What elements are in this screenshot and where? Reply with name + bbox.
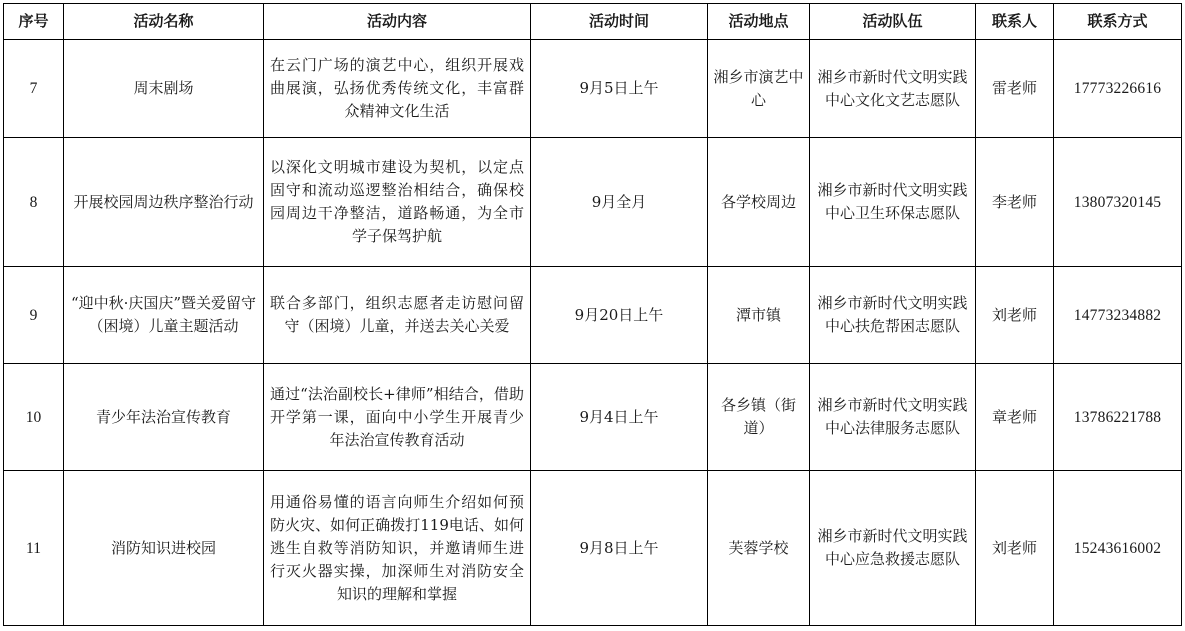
header-contact: 联系人 xyxy=(976,4,1054,40)
cell-content: 用通俗易懂的语言向师生介绍如何预防火灾、如何正确拨打119电话、如何逃生自救等消防知识，并邀请师生进行灭火器实操，加深师生对消防安全知识的理解和掌握 xyxy=(264,471,531,626)
header-index: 序号 xyxy=(4,4,64,40)
cell-location: 各学校周边 xyxy=(708,138,810,267)
header-row xyxy=(4,4,1182,40)
table-row xyxy=(4,40,1182,138)
cell-content: 联合多部门，组织志愿者走访慰问留守（困境）儿童，并送去关心关爱 xyxy=(264,267,531,364)
cell-location: 芙蓉学校 xyxy=(708,471,810,626)
header-content: 活动内容 xyxy=(264,4,531,40)
cell-contact: 雷老师 xyxy=(976,40,1054,138)
table-row xyxy=(4,471,1182,626)
cell-index: 8 xyxy=(4,138,64,267)
cell-index: 7 xyxy=(4,40,64,138)
cell-phone: 15243616002 xyxy=(1054,471,1182,626)
cell-index: 10 xyxy=(4,364,64,471)
activity-table xyxy=(3,3,1182,626)
table-row xyxy=(4,267,1182,364)
cell-location: 各乡镇（街道） xyxy=(708,364,810,471)
cell-contact: 李老师 xyxy=(976,138,1054,267)
cell-time: 9月4日上午 xyxy=(531,364,708,471)
table-row xyxy=(4,364,1182,471)
cell-time: 9月全月 xyxy=(531,138,708,267)
cell-phone: 13807320145 xyxy=(1054,138,1182,267)
cell-team: 湘乡市新时代文明实践中心文化文艺志愿队 xyxy=(810,40,976,138)
cell-contact: 刘老师 xyxy=(976,267,1054,364)
cell-location: 潭市镇 xyxy=(708,267,810,364)
header-phone: 联系方式 xyxy=(1054,4,1182,40)
cell-team: 湘乡市新时代文明实践中心扶危帮困志愿队 xyxy=(810,267,976,364)
header-name: 活动名称 xyxy=(64,4,264,40)
cell-team: 湘乡市新时代文明实践中心应急救援志愿队 xyxy=(810,471,976,626)
cell-team: 湘乡市新时代文明实践中心法律服务志愿队 xyxy=(810,364,976,471)
cell-name: 开展校园周边秩序整治行动 xyxy=(64,138,264,267)
cell-time: 9月20日上午 xyxy=(531,267,708,364)
cell-content: 在云门广场的演艺中心，组织开展戏曲展演，弘扬优秀传统文化，丰富群众精神文化生活 xyxy=(264,40,531,138)
table-row xyxy=(4,138,1182,267)
cell-contact: 章老师 xyxy=(976,364,1054,471)
cell-name: 消防知识进校园 xyxy=(64,471,264,626)
cell-name: 青少年法治宣传教育 xyxy=(64,364,264,471)
cell-name: “迎中秋·庆国庆”暨关爱留守（困境）儿童主题活动 xyxy=(64,267,264,364)
cell-name: 周末剧场 xyxy=(64,40,264,138)
cell-phone: 17773226616 xyxy=(1054,40,1182,138)
header-time: 活动时间 xyxy=(531,4,708,40)
header-location: 活动地点 xyxy=(708,4,810,40)
cell-contact: 刘老师 xyxy=(976,471,1054,626)
cell-phone: 14773234882 xyxy=(1054,267,1182,364)
cell-time: 9月8日上午 xyxy=(531,471,708,626)
cell-phone: 13786221788 xyxy=(1054,364,1182,471)
cell-content: 以深化文明城市建设为契机，以定点固守和流动巡逻整治相结合，确保校园周边干净整洁，道路畅通，为全市学子保驾护航 xyxy=(264,138,531,267)
cell-index: 9 xyxy=(4,267,64,364)
cell-time: 9月5日上午 xyxy=(531,40,708,138)
cell-team: 湘乡市新时代文明实践中心卫生环保志愿队 xyxy=(810,138,976,267)
cell-location: 湘乡市演艺中心 xyxy=(708,40,810,138)
cell-index: 11 xyxy=(4,471,64,626)
header-team: 活动队伍 xyxy=(810,4,976,40)
cell-content: 通过“法治副校长+律师”相结合，借助开学第一课，面向中小学生开展青少年法治宣传教育活动 xyxy=(264,364,531,471)
